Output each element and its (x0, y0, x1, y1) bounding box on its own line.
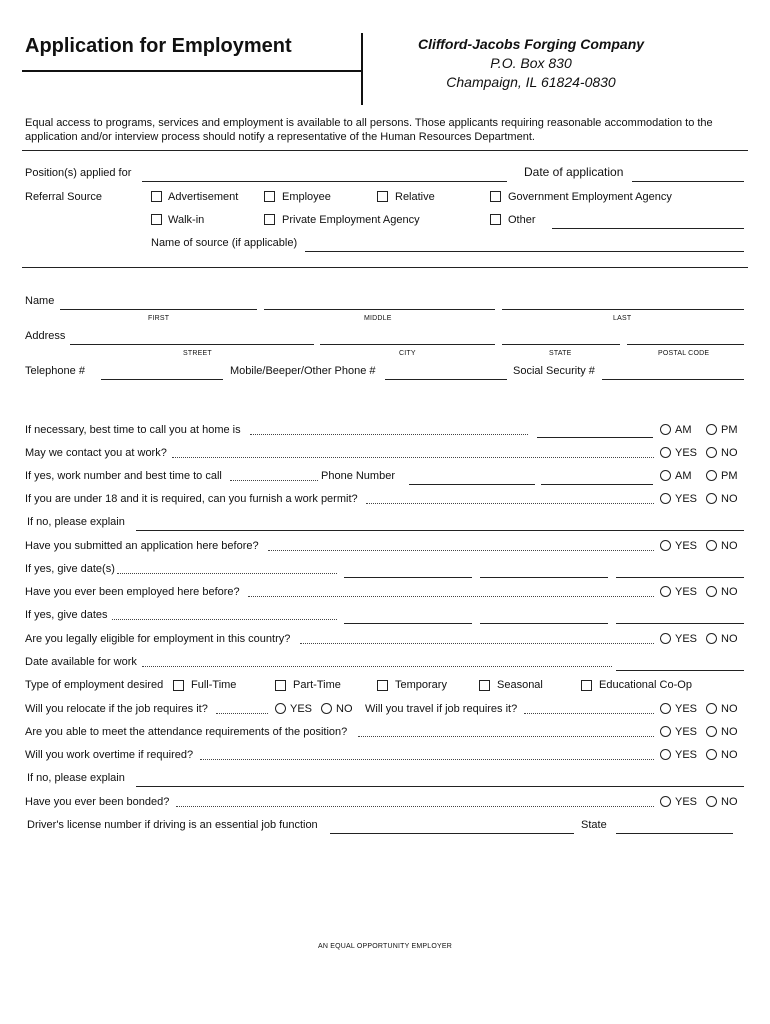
ssn-label: Social Security # (513, 365, 595, 377)
advertisement-checkbox[interactable] (151, 191, 162, 202)
work-time-pm-radio[interactable] (706, 470, 717, 481)
source-name-label: Name of source (if applicable) (151, 237, 298, 249)
leader (300, 643, 654, 644)
leader (248, 596, 654, 597)
best-time-am-radio[interactable] (660, 424, 671, 435)
bonded-question: Have you ever been bonded? (25, 796, 170, 808)
explain-label-1: If no, please explain (27, 516, 125, 528)
seasonal-label: Seasonal (497, 679, 543, 691)
first-name-field[interactable] (60, 309, 257, 310)
contact-work-yes-radio[interactable] (660, 447, 671, 458)
date-of-application-label: Date of application (524, 165, 624, 179)
date-available-field[interactable] (616, 670, 744, 671)
explain-field-2[interactable] (136, 786, 744, 787)
referral-source-label: Referral Source (25, 191, 103, 203)
telephone-field[interactable] (101, 379, 223, 380)
license-state-label: State (581, 819, 607, 831)
best-time-pm-radio[interactable] (706, 424, 717, 435)
am-label: AM (675, 470, 692, 482)
section-divider-1 (22, 150, 748, 151)
notice-line1: Equal access to programs, services and employment is available to all persons. Those applicants requiring reasonable accommodation to the (25, 117, 713, 129)
part-time-checkbox[interactable] (275, 680, 286, 691)
yes-label: YES (675, 633, 698, 645)
license-question: Driver's license number if driving is an essential job function (27, 819, 318, 831)
relocate-question: Will you relocate if the job requires it? (25, 703, 208, 715)
other-field[interactable] (552, 228, 744, 229)
company-address-line2: Champaign, IL 61824-0830 (446, 74, 616, 90)
address-label: Address (25, 330, 66, 342)
attendance-no-radio[interactable] (706, 726, 717, 737)
license-number-field[interactable] (330, 833, 574, 834)
employed-before-no-radio[interactable] (706, 586, 717, 597)
bonded-yes-radio[interactable] (660, 796, 671, 807)
state-caption: STATE (549, 350, 572, 357)
full-time-label: Full-Time (191, 679, 237, 691)
travel-no-radio[interactable] (706, 703, 717, 714)
government-agency-checkbox[interactable] (490, 191, 501, 202)
employment-type-label: Type of employment desired (25, 679, 164, 691)
leader (172, 457, 654, 458)
part-time-label: Part-Time (293, 679, 341, 691)
leader (250, 434, 528, 435)
government-agency-label: Government Employment Agency (508, 191, 672, 203)
last-name-field[interactable] (502, 309, 744, 310)
street-caption: STREET (183, 350, 212, 357)
give-dates-label-1: If yes, give date(s) (25, 563, 115, 575)
other-checkbox[interactable] (490, 214, 501, 225)
phone-number-label: Phone Number (321, 470, 395, 482)
attendance-yes-radio[interactable] (660, 726, 671, 737)
submitted-before-yes-radio[interactable] (660, 540, 671, 551)
leader (366, 503, 654, 504)
yes-label: YES (675, 703, 698, 715)
yes-label: YES (675, 726, 698, 738)
middle-caption: MIDDLE (364, 315, 392, 322)
source-name-field[interactable] (305, 251, 744, 252)
section-divider-2 (22, 267, 748, 268)
notice-line2: application and/or interview process should notify a representative of the Human Resources Department. (25, 131, 535, 143)
no-label: NO (721, 493, 738, 505)
dates-field-2c[interactable] (616, 623, 744, 624)
leader (112, 619, 337, 620)
work-phone-field[interactable] (409, 484, 535, 485)
overtime-yes-radio[interactable] (660, 749, 671, 760)
relocate-yes-radio[interactable] (275, 703, 286, 714)
educational-coop-label: Educational Co-Op (599, 679, 692, 691)
give-dates-label-2: If yes, give dates (25, 609, 108, 621)
contact-work-no-radio[interactable] (706, 447, 717, 458)
yes-label: YES (290, 703, 313, 715)
full-time-checkbox[interactable] (173, 680, 184, 691)
state-field[interactable] (502, 344, 620, 345)
yes-label: YES (675, 493, 698, 505)
employed-before-question: Have you ever been employed here before? (25, 586, 240, 598)
submitted-before-no-radio[interactable] (706, 540, 717, 551)
leader (117, 573, 337, 574)
relocate-no-radio[interactable] (321, 703, 332, 714)
walk-in-label: Walk-in (168, 214, 205, 226)
position-field[interactable] (142, 181, 507, 182)
temporary-label: Temporary (395, 679, 447, 691)
no-label: NO (721, 796, 738, 808)
postal-code-caption: POSTAL CODE (658, 350, 710, 357)
yes-label: YES (675, 586, 698, 598)
attendance-question: Are you able to meet the attendance requirements of the position? (25, 726, 348, 738)
private-agency-label: Private Employment Agency (282, 214, 420, 226)
yes-label: YES (675, 796, 698, 808)
employee-checkbox[interactable] (264, 191, 275, 202)
header-rule (22, 70, 362, 72)
overtime-no-radio[interactable] (706, 749, 717, 760)
company-name: Clifford-Jacobs Forging Company (417, 36, 645, 52)
pm-label: PM (721, 470, 738, 482)
license-state-field[interactable] (616, 833, 733, 834)
temporary-checkbox[interactable] (377, 680, 388, 691)
date-of-application-field[interactable] (632, 181, 744, 182)
eligible-question: Are you legally eligible for employment in this country? (25, 633, 291, 645)
relative-label: Relative (395, 191, 435, 203)
leader (358, 736, 654, 737)
leader (142, 666, 612, 667)
city-field[interactable] (320, 344, 495, 345)
dates-field-1c[interactable] (616, 577, 744, 578)
work-permit-yes-radio[interactable] (660, 493, 671, 504)
position-label: Position(s) applied for (25, 167, 132, 179)
city-caption: CITY (399, 350, 416, 357)
postal-code-field[interactable] (627, 344, 744, 345)
work-permit-no-radio[interactable] (706, 493, 717, 504)
relative-checkbox[interactable] (377, 191, 388, 202)
eligible-no-radio[interactable] (706, 633, 717, 644)
yes-label: YES (675, 540, 698, 552)
submitted-before-question: Have you submitted an application here before? (25, 540, 259, 552)
overtime-question: Will you work overtime if required? (25, 749, 194, 761)
advertisement-label: Advertisement (168, 191, 239, 203)
work-time-am-radio[interactable] (660, 470, 671, 481)
eligible-yes-radio[interactable] (660, 633, 671, 644)
company-address-line1: P.O. Box 830 (490, 55, 572, 71)
work-permit-question: If you are under 18 and it is required, can you furnish a work permit? (25, 493, 358, 505)
street-field[interactable] (70, 344, 314, 345)
no-label: NO (721, 447, 738, 459)
no-label: NO (721, 749, 738, 761)
other-label: Other (508, 214, 536, 226)
no-label: NO (721, 540, 738, 552)
leader (200, 759, 654, 760)
leader (176, 806, 654, 807)
educational-coop-checkbox[interactable] (581, 680, 592, 691)
explain-label-2: If no, please explain (27, 772, 125, 784)
no-label: NO (721, 586, 738, 598)
seasonal-checkbox[interactable] (479, 680, 490, 691)
footer-text: AN EQUAL OPPORTUNITY EMPLOYER (317, 943, 453, 950)
dates-field-2a[interactable] (344, 623, 472, 624)
am-label: AM (675, 424, 692, 436)
first-caption: FIRST (148, 315, 170, 322)
travel-yes-radio[interactable] (660, 703, 671, 714)
work-best-time-field[interactable] (541, 484, 653, 485)
no-label: NO (721, 703, 738, 715)
no-label: NO (721, 726, 738, 738)
pm-label: PM (721, 424, 738, 436)
employee-label: Employee (282, 191, 331, 203)
leader (268, 550, 654, 551)
best-time-field[interactable] (537, 437, 653, 438)
work-number-question: If yes, work number and best time to call (25, 470, 222, 482)
no-label: NO (721, 633, 738, 645)
leader (230, 480, 318, 481)
yes-label: YES (675, 749, 698, 761)
private-agency-checkbox[interactable] (264, 214, 275, 225)
dates-field-2b[interactable] (480, 623, 608, 624)
page-title: Application for Employment (25, 35, 292, 57)
middle-name-field[interactable] (264, 309, 495, 310)
mobile-phone-label: Mobile/Beeper/Other Phone # (230, 365, 376, 377)
ssn-field[interactable] (602, 379, 744, 380)
employed-before-yes-radio[interactable] (660, 586, 671, 597)
name-label: Name (25, 295, 55, 307)
mobile-phone-field[interactable] (385, 379, 507, 380)
leader (216, 713, 268, 714)
header-divider (361, 33, 363, 105)
walk-in-checkbox[interactable] (151, 214, 162, 225)
bonded-no-radio[interactable] (706, 796, 717, 807)
travel-question: Will you travel if job requires it? (365, 703, 518, 715)
leader (524, 713, 654, 714)
dates-field-1b[interactable] (480, 577, 608, 578)
contact-work-question: May we contact you at work? (25, 447, 167, 459)
no-label: NO (336, 703, 353, 715)
yes-label: YES (675, 447, 698, 459)
explain-field-1[interactable] (136, 530, 744, 531)
dates-field-1a[interactable] (344, 577, 472, 578)
date-available-label: Date available for work (25, 656, 137, 668)
best-time-question: If necessary, best time to call you at home is (25, 424, 241, 436)
last-caption: LAST (613, 315, 632, 322)
telephone-label: Telephone # (25, 365, 85, 377)
